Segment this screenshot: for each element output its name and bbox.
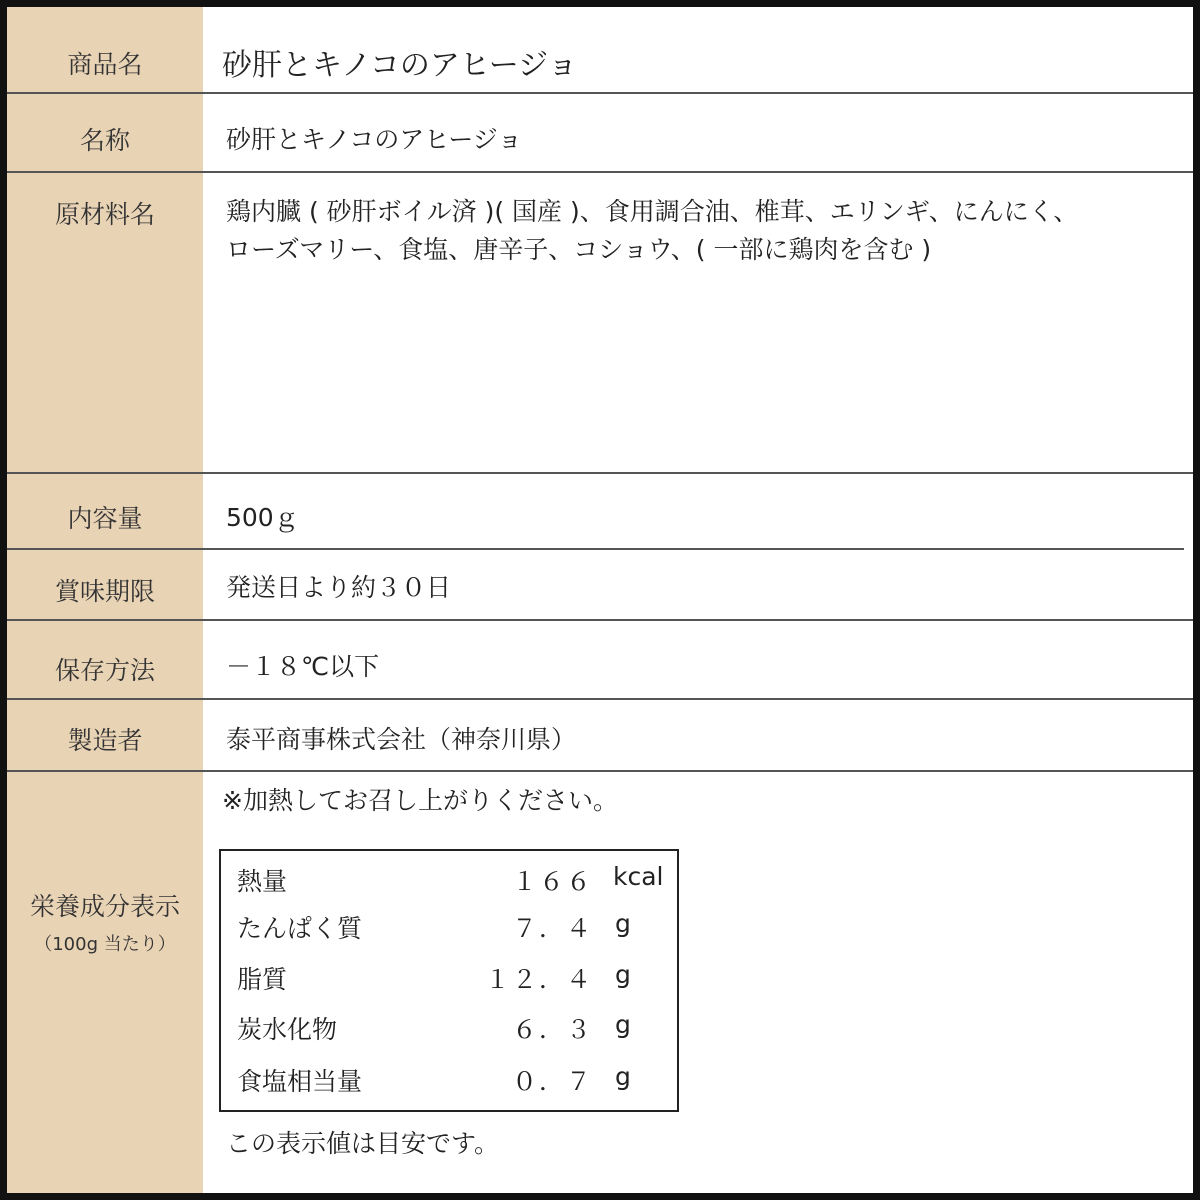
nutrient-unit: g	[615, 960, 631, 989]
nutrient-unit: g	[615, 909, 631, 938]
row-divider	[7, 770, 1193, 772]
manufacturer-value: 泰平商事株式会社（神奈川県）	[226, 725, 577, 754]
ingredients-value	[226, 193, 1156, 269]
nutrition-table	[219, 849, 679, 1112]
nutrition-row	[221, 862, 677, 902]
row-divider	[7, 548, 1184, 550]
ingredients-line: 鶏内臓 ( 砂肝ボイル済 )( 国産 )、食用調合油、椎茸、エリンギ、にんにく、	[226, 197, 1079, 226]
row-divider	[7, 92, 1193, 94]
best-before-label: 賞味期限	[54, 577, 155, 606]
row-divider	[7, 619, 1193, 621]
nutrient-unit: kcal	[613, 862, 664, 891]
nutrition-row	[221, 1062, 677, 1102]
name-label: 名称	[79, 126, 130, 155]
best-before-value: 発送日より約３０日	[226, 573, 452, 602]
heating-note: ※加熱してお召し上がりください。	[222, 786, 618, 815]
name-value: 砂肝とキノコのアヒージョ	[226, 125, 523, 154]
nutrient-name: 熱量	[237, 867, 288, 896]
storage-label: 保存方法	[54, 656, 155, 685]
nutrient-name: 脂質	[237, 965, 288, 994]
row-divider	[7, 171, 1193, 173]
nutrient-unit: g	[615, 1062, 631, 1091]
nutrition-label: 栄養成分表示	[29, 892, 180, 921]
product-name-value: 砂肝とキノコのアヒージョ	[222, 48, 578, 83]
nutrition-sublabel: （100g 当たり）	[34, 934, 176, 955]
ingredients-label: 原材料名	[54, 200, 155, 229]
content-value: 500ｇ	[226, 503, 299, 532]
content-label: 内容量	[67, 504, 143, 533]
nutrition-row	[221, 909, 677, 949]
nutrient-value: ６．３	[511, 1015, 593, 1044]
estimate-note: この表示値は目安です。	[226, 1129, 500, 1158]
manufacturer-label: 製造者	[67, 726, 143, 755]
row-divider	[7, 472, 1193, 474]
nutrition-row	[221, 1010, 677, 1050]
product-name-label: 商品名	[67, 50, 143, 79]
nutrient-name: 炭水化物	[237, 1015, 338, 1044]
row-divider	[7, 698, 1193, 700]
nutrient-unit: g	[615, 1010, 631, 1039]
nutrient-name: 食塩相当量	[237, 1067, 363, 1096]
ingredients-line: ローズマリー、食塩、唐辛子、コショウ、( 一部に鶏肉を含む )	[226, 235, 932, 264]
nutrition-row	[221, 960, 677, 1000]
nutrient-value: １２．４	[484, 965, 593, 994]
storage-value: －１８℃以下	[226, 652, 380, 681]
nutrient-name: たんぱく質	[237, 914, 363, 943]
nutrient-value: ０．７	[511, 1067, 593, 1096]
nutrient-value: １６６	[511, 867, 593, 896]
nutrient-value: ７．４	[511, 914, 593, 943]
